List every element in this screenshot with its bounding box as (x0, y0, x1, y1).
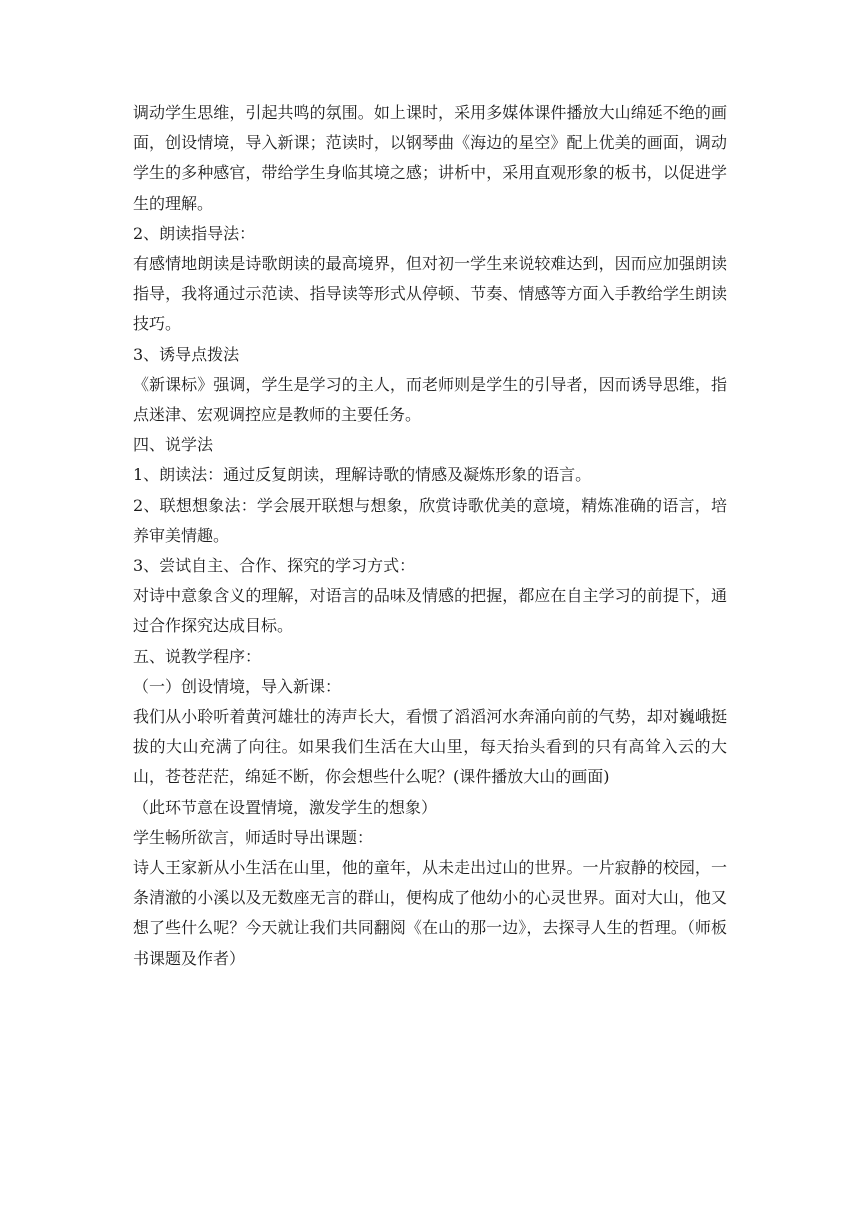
paragraph-reading-guidance: 有感情地朗读是诗歌朗读的最高境界，但对初一学生来说较难达到，因而应加强朗读指导，我将通过示范读、指导读等形式从停顿、节奏、情感等方面入手教给学生朗读技巧。 (133, 254, 727, 334)
heading-cooperative-learning: 3、尝试自主、合作、探究的学习方式： (133, 556, 416, 576)
section-heading-learning-methods: 四、说学法 (133, 435, 214, 455)
paragraph-cooperative-learning: 对诗中意象含义的理解，对语言的品味及情感的把握，都应在自主学习的前提下，通过合作探究达成目标。 (133, 586, 727, 636)
paragraph-guided-inspiration: 《新课标》强调，学生是学习的主人，而老师则是学生的引导者，因而诱导思维，指点迷津、宏观调控应是教师的主要任务。 (133, 374, 727, 425)
paragraph-poet-intro: 诗人王家新从小生活在山里，他的童年，从未走出过山的世界。一片寂静的校园，一条清澈的小溪以及无数座无言的群山，便构成了他幼小的心灵世界。面对大山，他又想了些什么呢？今天就让我们共同翻阅《在山的那一边》，去探寻人生的哲理。（师板书课题及作者） (133, 858, 727, 968)
subheading-create-situation: （一）创设情境，导入新课： (133, 676, 342, 696)
section-heading-teaching-procedure: 五、说教学程序： (133, 646, 262, 666)
paragraph-students-discuss: 学生畅所欲言，师适时导出课题： (133, 827, 374, 847)
heading-guided-inspiration: 3、诱导点拨法 (133, 344, 240, 364)
paragraph-intro-methods: 调动学生思维，引起共鸣的氛围。如上课时，采用多媒体课件播放大山绵延不绝的画面，创设情境，导入新课；范读时，以钢琴曲《海边的星空》配上优美的画面，调动学生的多种感官，带给学生身临其境之感；讲析中，采用直观形象的板书，以促进学生的理解。 (133, 103, 727, 213)
paragraph-reading-method: 1、朗读法：通过反复朗读，理解诗歌的情感及凝炼形象的语言。 (133, 465, 592, 485)
paragraph-note-intent: （此环节意在设置情境，激发学生的想象） (133, 797, 438, 817)
heading-reading-guidance: 2、朗读指导法： (133, 223, 256, 243)
paragraph-intro-speech: 我们从小聆听着黄河雄壮的涛声长大，看惯了滔滔河水奔涌向前的气势，却对巍峨挺拔的大山充满了向往。如果我们生活在大山里，每天抬头看到的只有高耸入云的大山，苍苍茫茫，绵延不断，你会想些什么呢？(课件播放大山的画面) (133, 707, 727, 787)
document-body (133, 98, 727, 974)
paragraph-imagination-method: 2、联想想象法：学会展开联想与想象，欣赏诗歌优美的意境，精炼准确的语言，培养审美情趣。 (133, 495, 727, 545)
